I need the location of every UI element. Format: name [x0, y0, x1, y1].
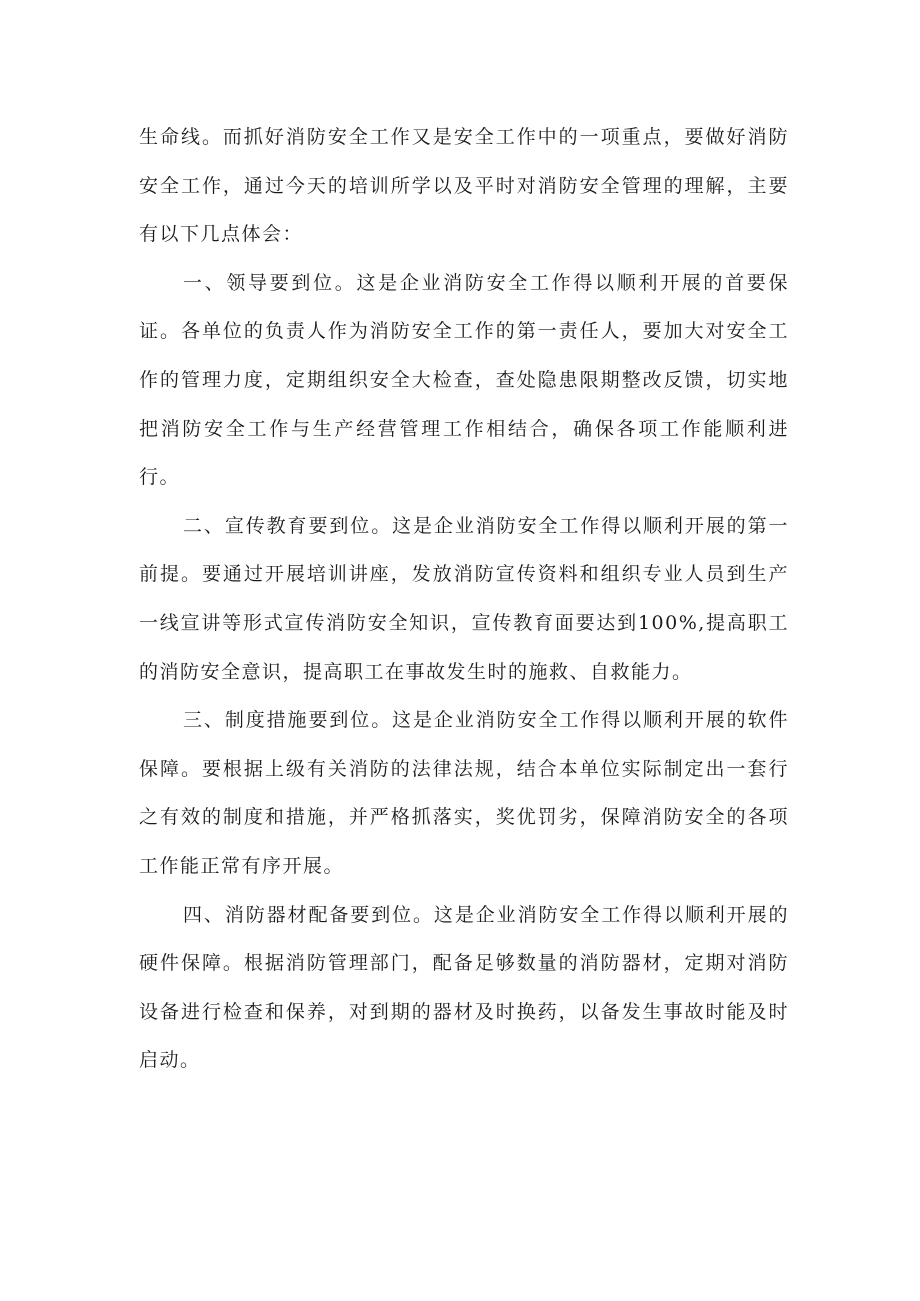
paragraph-equipment: 四、消防器材配备要到位。这是企业消防安全工作得以顺利开展的硬件保障。根据消防管理部门，配备足够数量的消防器材，定期对消防设备进行检查和保养，对到期的器材及时换药，以备发生事故时能及时启动。 [139, 903, 789, 1072]
paragraph-regulations: 三、制度措施要到位。这是企业消防安全工作得以顺利开展的软件保障。要根据上级有关消防的法律法规，结合本单位实际制定出一套行之有效的制度和措施，并严格抓落实，奖优罚劣，保障消防安全的各项工作能正常有序开展。 [139, 709, 789, 877]
document-body [139, 113, 789, 1085]
paragraph-leadership: 一、领导要到位。这是企业消防安全工作得以顺利开展的首要保证。各单位的负责人作为消防安全工作的第一责任人，要加大对安全工作的管理力度，定期组织安全大检查，查处隐患限期整改反馈，切实地把消防安全工作与生产经营管理工作相结合，确保各项工作能顺利进行。 [139, 271, 789, 489]
paragraph-education: 二、宣传教育要到位。这是企业消防安全工作得以顺利开展的第一前提。要通过开展培训讲座，发放消防宣传资料和组织专业人员到生产一线宣讲等形式宣传消防安全知识，宣传教育面要达到100%,提高职工的消防安全意识，提高职工在事故发生时的施救、自救能力。 [139, 514, 789, 683]
paragraph-continuation: 生命线。而抓好消防安全工作又是安全工作中的一项重点，要做好消防安全工作，通过今天的培训所学以及平时对消防安全管理的理解，主要有以下几点体会： [139, 126, 789, 246]
